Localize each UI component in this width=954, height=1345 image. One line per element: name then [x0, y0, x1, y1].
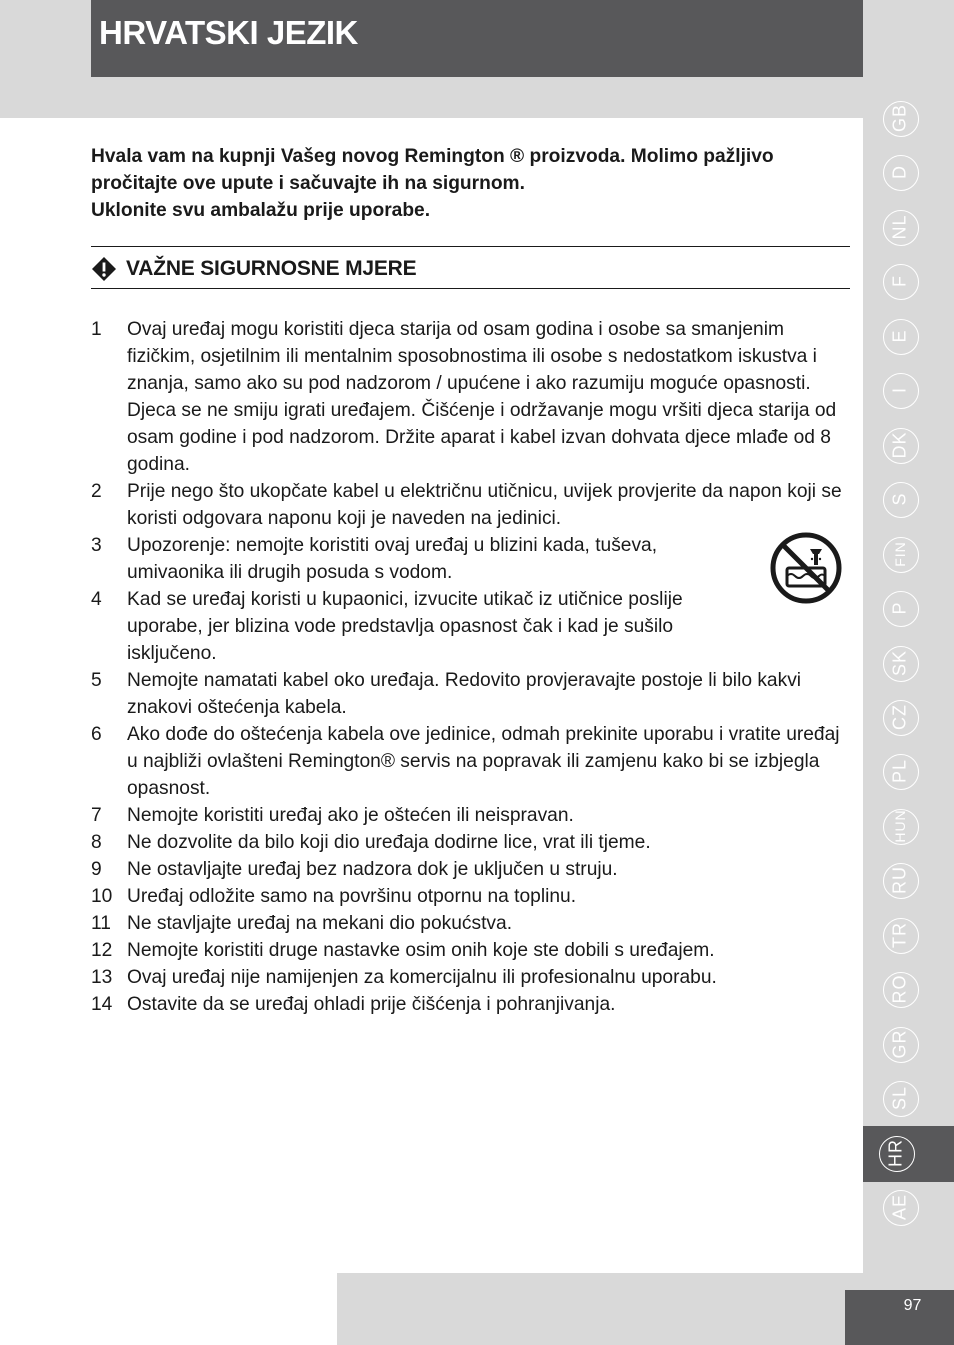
- item-text: Prije nego što ukopčate kabel u električnu utičnicu, uvijek provjerite da napon koji se koristi odgovara naponu koji je naveden na jedinici.: [127, 481, 842, 529]
- item-text: Kad se uređaj koristi u kupaonici, izvucite utikač iz utičnice poslije uporabe, jer blizina vode predstavlja opasnost čak i kad je sušilo isključeno.: [127, 589, 683, 664]
- list-item: [91, 991, 853, 1018]
- language-tab-label: CZ: [889, 703, 910, 730]
- section-divider-top: [91, 246, 850, 247]
- language-tab-cz[interactable]: [863, 690, 954, 746]
- language-tab-label: F: [889, 275, 910, 288]
- language-tab-tr[interactable]: [863, 908, 954, 964]
- language-tab-label: RO: [889, 974, 910, 1004]
- item-number: 7: [91, 805, 102, 826]
- item-number: 6: [91, 724, 102, 745]
- page-number-box: [845, 1290, 954, 1345]
- list-item: [91, 937, 853, 964]
- language-tab-e[interactable]: [863, 309, 954, 365]
- list-item: [91, 883, 853, 910]
- section-divider-bottom: [91, 288, 850, 289]
- language-tab-label: S: [889, 492, 910, 506]
- language-tab-label: E: [889, 329, 910, 343]
- language-tab-fin[interactable]: [863, 527, 954, 583]
- safety-list: [91, 316, 853, 1018]
- language-tab-p[interactable]: [863, 581, 954, 637]
- language-tab-s[interactable]: [863, 472, 954, 528]
- language-tab-label: P: [889, 601, 910, 615]
- page-footer-area: [0, 1273, 337, 1345]
- warning-icon: [91, 256, 117, 282]
- list-item: [91, 829, 853, 856]
- list-item: [91, 478, 853, 532]
- language-tab-label: RU: [889, 866, 910, 895]
- item-text: Ostavite da se uređaj ohladi prije čišćenja i pohranjivanja.: [127, 994, 616, 1015]
- language-tab-label: NL: [889, 214, 910, 240]
- language-tab-gb[interactable]: [863, 91, 954, 147]
- item-number: 9: [91, 859, 102, 880]
- list-item: [91, 586, 853, 667]
- list-item: [91, 667, 853, 721]
- language-tab-label: D: [889, 165, 910, 180]
- language-tab-sk[interactable]: [863, 636, 954, 692]
- list-item: [91, 721, 853, 802]
- item-text: Ne ostavljajte uređaj bez nadzora dok je uključen u struju.: [127, 859, 618, 880]
- no-bath-warning-icon: [770, 532, 842, 604]
- item-text: Uređaj odložite samo na površinu otpornu na toplinu.: [127, 886, 577, 907]
- item-number: 13: [91, 967, 113, 988]
- language-tab-ru[interactable]: [863, 853, 954, 909]
- page-number: 97: [903, 1297, 922, 1314]
- list-item: [91, 964, 853, 991]
- language-tab-label: I: [889, 387, 910, 394]
- language-tab-label: TR: [889, 921, 910, 948]
- language-tab-pl[interactable]: [863, 744, 954, 800]
- item-text: Nemojte namatati kabel oko uređaja. Redovito provjeravajte postoje li bilo kakvi znakovi oštećenja kabela.: [127, 670, 802, 718]
- language-tab-f[interactable]: [863, 254, 954, 310]
- item-number: 14: [91, 994, 113, 1015]
- item-text: Upozorenje: nemojte koristiti ovaj uređaj u blizini kada, tuševa, umivaonika ili drugih posuda s vodom.: [127, 535, 658, 583]
- item-number: 4: [91, 589, 102, 610]
- list-item: [91, 316, 853, 478]
- item-text: Ne dozvolite da bilo koji dio uređaja dodirne lice, vrat ili tjeme.: [127, 832, 651, 853]
- item-number: 11: [91, 913, 111, 934]
- language-tab-label: GR: [889, 1029, 910, 1059]
- intro-text: [91, 143, 851, 224]
- item-number: 8: [91, 832, 102, 853]
- item-text: Ovaj uređaj nije namijenjen za komercijalnu ili profesionalnu uporabu.: [127, 967, 717, 988]
- language-tab-nl[interactable]: [863, 200, 954, 256]
- language-tab-i[interactable]: [863, 363, 954, 419]
- item-text: Nemojte koristiti uređaj ako je oštećen ili neispravan.: [127, 805, 574, 826]
- item-number: 2: [91, 481, 102, 502]
- language-tab-label: DK: [889, 431, 910, 459]
- list-item: [91, 910, 853, 937]
- language-tab-ae[interactable]: [863, 1180, 954, 1236]
- list-item: [91, 802, 853, 829]
- item-number: 5: [91, 670, 102, 691]
- language-tab-dk[interactable]: [863, 418, 954, 474]
- item-text: Ako dođe do oštećenja kabela ove jedinice, odmah prekinite uporabu i vratite uređaj u najbliži ovlašteni Remington® servis na popravak ili zamjenu kako bi se izbjegla opasnost.: [127, 724, 840, 799]
- item-text: Ne stavljajte uređaj na mekani dio pokućstva.: [127, 913, 513, 934]
- language-tab-label: GB: [889, 103, 910, 133]
- language-tab-ro[interactable]: [863, 962, 954, 1018]
- language-tab-label: PL: [889, 759, 910, 784]
- language-tab-gr[interactable]: [863, 1017, 954, 1073]
- language-tab-hun[interactable]: [863, 799, 954, 855]
- header-bar: [91, 0, 863, 77]
- language-tab-hr[interactable]: [863, 1126, 954, 1182]
- list-item: [91, 856, 853, 883]
- section-title: VAŽNE SIGURNOSNE MJERE: [126, 257, 417, 280]
- language-tabs: [863, 91, 954, 1256]
- language-tab-label: HUN: [892, 809, 908, 843]
- section-heading: [91, 256, 416, 282]
- page-title: HRVATSKI JEZIK: [99, 14, 358, 51]
- item-number: 3: [91, 535, 102, 556]
- language-tab-label: FIN: [892, 540, 908, 567]
- item-text: Nemojte koristiti druge nastavke osim onih koje ste dobili s uređajem.: [127, 940, 715, 961]
- language-tab-sl[interactable]: [863, 1071, 954, 1127]
- item-text: Ovaj uređaj mogu koristiti djeca starija od osam godina i osobe sa smanjenim fizičkim, osjetilnim ili mentalnim sposobnostima ili osobe s nedostatkom iskustva i znanja, samo ako su pod nadzorom / upućene i ako razumiju moguće opasnosti. Djeca se ne smiju igrati uređajem. Čišćenje i održavanje mogu vršiti djeca starija od osam godine i pod nadzorom. Držite aparat i kabel izvan dohvata djece mlađe od 8 godina.: [127, 319, 837, 475]
- language-tab-d[interactable]: [863, 145, 954, 201]
- intro-line-1: Hvala vam na kupnji Vašeg novog Remington ® proizvoda. Molimo pažljivo pročitajte ove upute i sačuvajte ih na sigurnom.: [91, 146, 774, 194]
- intro-line-2: Uklonite svu ambalažu prije uporabe.: [91, 200, 431, 221]
- item-number: 1: [91, 319, 102, 340]
- item-number: 12: [91, 940, 113, 961]
- language-tab-label: SL: [889, 1086, 910, 1111]
- language-tab-label: HR: [885, 1138, 906, 1167]
- language-tab-label: SK: [889, 649, 910, 676]
- list-item: [91, 532, 853, 586]
- language-tab-label: AE: [889, 1193, 910, 1221]
- item-number: 10: [91, 886, 113, 907]
